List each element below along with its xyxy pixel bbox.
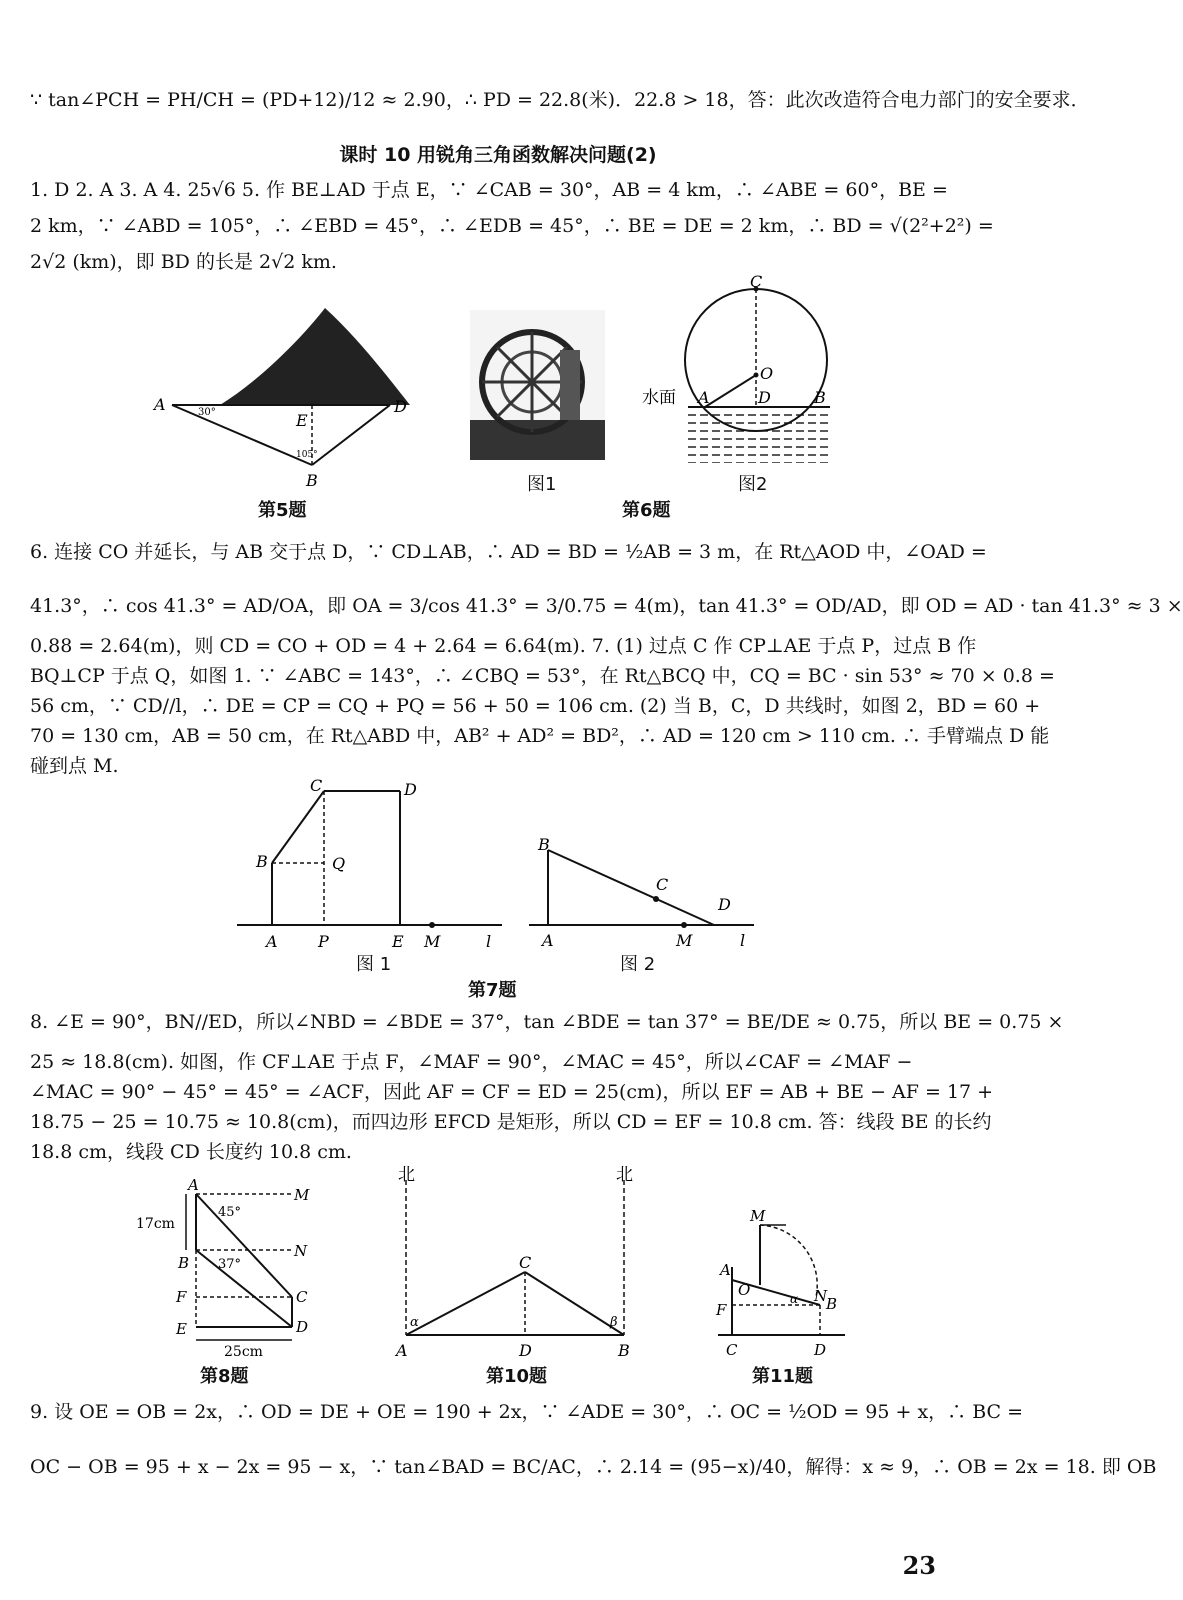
label-D: D — [814, 1341, 827, 1359]
label-l: l — [740, 931, 746, 950]
angle-alpha: α — [410, 1315, 419, 1330]
label-C: C — [726, 1341, 738, 1359]
label-A: A — [698, 388, 710, 407]
section-title: 课时 10 用锐角三角函数解决问题(2) — [339, 144, 657, 166]
label-M: M — [294, 1186, 310, 1204]
text-line: ∠MAC = 90° − 45° = 45° = ∠ACF，因此 AF = CF = ED = 25(cm)，所以 EF = AB + BE − AF = 17 + — [30, 1081, 994, 1103]
text-line: 碰到点 M. — [30, 755, 119, 777]
caption-q6: 第6题 — [622, 500, 671, 521]
label-B: B — [178, 1254, 190, 1272]
label-C: C — [656, 875, 669, 894]
label-E: E — [392, 932, 404, 951]
label-north-2: 北 — [616, 1165, 633, 1185]
label-F: F — [716, 1301, 727, 1319]
label-M: M — [676, 931, 693, 950]
label-B: B — [306, 471, 318, 490]
label-A: A — [188, 1176, 199, 1194]
label-north-1: 北 — [398, 1165, 415, 1185]
label-B: B — [256, 852, 268, 871]
q8-figure — [132, 1172, 332, 1362]
label-A: A — [266, 932, 278, 951]
label-D: D — [404, 780, 417, 799]
text-line: BQ⊥CP 于点 Q，如图 1. ∵ ∠ABC = 143°，∴ ∠CBQ = 53°，在 Rt△BCQ 中，CQ = BC · sin 53° ≈ 70 × 0.8 = — [30, 665, 1055, 687]
page-number: 23 — [902, 1551, 936, 1580]
label-25cm: 25cm — [224, 1344, 263, 1360]
caption-q8: 第8题 — [200, 1366, 249, 1387]
label-A: A — [396, 1341, 408, 1360]
label-D: D — [758, 388, 771, 407]
angle-30: 30° — [198, 407, 216, 418]
angle-45: 45° — [218, 1205, 242, 1220]
caption-q11: 第11题 — [752, 1366, 814, 1387]
text-line: 18.8 cm，线段 CD 长度约 10.8 cm. — [30, 1141, 352, 1163]
text-line: 2√2 (km)，即 BD 的长是 2√2 km. — [30, 251, 337, 273]
label-Q: Q — [332, 854, 346, 873]
text-line: 6. 连接 CO 并延长，与 AB 交于点 D，∵ CD⊥AB，∴ AD = BD = ½AB = 3 m，在 Rt△AOD 中，∠OAD = — [30, 541, 987, 563]
label-M: M — [424, 932, 441, 951]
label-l: l — [486, 932, 492, 951]
text-line: 8. ∠E = 90°，BN//ED，所以∠NBD = ∠BDE = 37°，tan ∠BDE = tan 37° = BE/DE ≈ 0.75，所以 BE = 0.75 × — [30, 1011, 1064, 1033]
label-O: O — [738, 1281, 751, 1299]
label-N: N — [294, 1242, 308, 1260]
text-line: 9. 设 OE = OB = 2x，∴ OD = DE + OE = 190 + 2x，∵ ∠ADE = 30°，∴ OC = ½OD = 95 + x，∴ BC = — [30, 1401, 1024, 1423]
label-C: C — [519, 1253, 532, 1272]
angle-beta: β — [610, 1315, 618, 1330]
label-A: A — [154, 395, 166, 414]
label-E: E — [176, 1320, 187, 1338]
q6-figure — [640, 272, 845, 470]
label-F: F — [176, 1288, 187, 1306]
label-C: C — [310, 776, 323, 795]
caption-q7-fig1: 图 1 — [356, 954, 392, 975]
caption-q5: 第5题 — [258, 500, 307, 521]
label-A: A — [542, 931, 554, 950]
label-C: C — [296, 1288, 308, 1306]
label-O: O — [760, 364, 774, 383]
label-M: M — [750, 1207, 766, 1225]
label-17cm: 17cm — [136, 1216, 175, 1232]
text-line: 70 = 130 cm，AB = 50 cm，在 Rt△ABD 中，AB² + AD² = BD²，∴ AD = 120 cm > 110 cm. ∴ 手臂端点 D 能 — [30, 725, 1050, 747]
angle-105: 105° — [296, 450, 318, 460]
label-C: C — [750, 272, 763, 291]
text-line: 1. D 2. A 3. A 4. 25√6 5. 作 BE⊥AD 于点 E，∵ ∠CAB = 30°，AB = 4 km，∴ ∠ABE = 60°，BE = — [30, 179, 948, 201]
label-A: A — [720, 1261, 731, 1279]
angle-37: 37° — [218, 1257, 242, 1272]
angle-alpha: α — [790, 1292, 799, 1306]
q11-figure — [710, 1205, 850, 1360]
q7-figure-2 — [524, 830, 764, 950]
text-line: OC − OB = 95 + x − 2x = 95 − x，∵ tan∠BAD = BC/AC，∴ 2.14 = (95−x)/40，解得：x ≈ 9，∴ OB = 2x = 18. 即 OB — [30, 1456, 1157, 1478]
label-water: 水面 — [642, 388, 676, 408]
label-D: D — [296, 1318, 309, 1336]
label-N: N — [814, 1287, 828, 1305]
label-B: B — [814, 388, 826, 407]
label-P: P — [318, 932, 329, 951]
label-E: E — [296, 411, 308, 430]
label-D: D — [519, 1341, 532, 1360]
text-line: 56 cm，∵ CD//l，∴ DE = CP = CQ + PQ = 56 + 50 = 106 cm. (2) 当 B，C，D 共线时，如图 2，BD = 60 + — [30, 695, 1041, 717]
q10-figure — [390, 1160, 640, 1360]
caption-q6-fig2: 图2 — [738, 474, 768, 495]
text-line: ∵ tan∠PCH = PH/CH = (PD+12)/12 ≈ 2.90，∴ PD = 22.8(米)．22.8 > 18，答：此次改造符合电力部门的安全要求． — [30, 89, 1090, 111]
text-line: 18.75 − 25 = 10.75 ≈ 10.8(cm)，而四边形 EFCD 是矩形，所以 CD = EF = 10.8 cm. 答：线段 BE 的长约 — [30, 1111, 992, 1133]
caption-q7-fig2: 图 2 — [620, 954, 656, 975]
text-line: 2 km，∵ ∠ABD = 105°，∴ ∠EBD = 45°，∴ ∠EDB = 45°，∴ BE = DE = 2 km，∴ BD = √(2²+2²) = — [30, 215, 994, 237]
q5-figure — [150, 300, 420, 490]
label-B: B — [538, 835, 550, 854]
text-line: 25 ≈ 18.8(cm). 如图，作 CF⊥AE 于点 F，∠MAF = 90°，∠MAC = 45°，所以∠CAF = ∠MAF − — [30, 1051, 913, 1073]
caption-q6-fig1: 图1 — [527, 474, 557, 495]
caption-q7: 第7题 — [468, 980, 517, 1001]
waterwheel-photo — [470, 310, 605, 460]
label-C: C — [214, 383, 227, 402]
q7-figure-1 — [232, 775, 512, 950]
caption-q10: 第10题 — [486, 1366, 548, 1387]
label-D: D — [394, 397, 407, 416]
label-D: D — [718, 895, 731, 914]
text-line: 41.3°，∴ cos 41.3° = AD/OA，即 OA = 3/cos 41.3° = 3/0.75 = 4(m)，tan 41.3° = OD/AD，即 OD = AD · tan 41.3° ≈ 3 × — [30, 595, 1183, 617]
label-B: B — [826, 1295, 838, 1313]
label-B: B — [618, 1341, 630, 1360]
text-line: 0.88 = 2.64(m)，则 CD = CO + OD = 4 + 2.64 = 6.64(m). 7. (1) 过点 C 作 CP⊥AE 于点 P，过点 B 作 — [30, 635, 977, 657]
